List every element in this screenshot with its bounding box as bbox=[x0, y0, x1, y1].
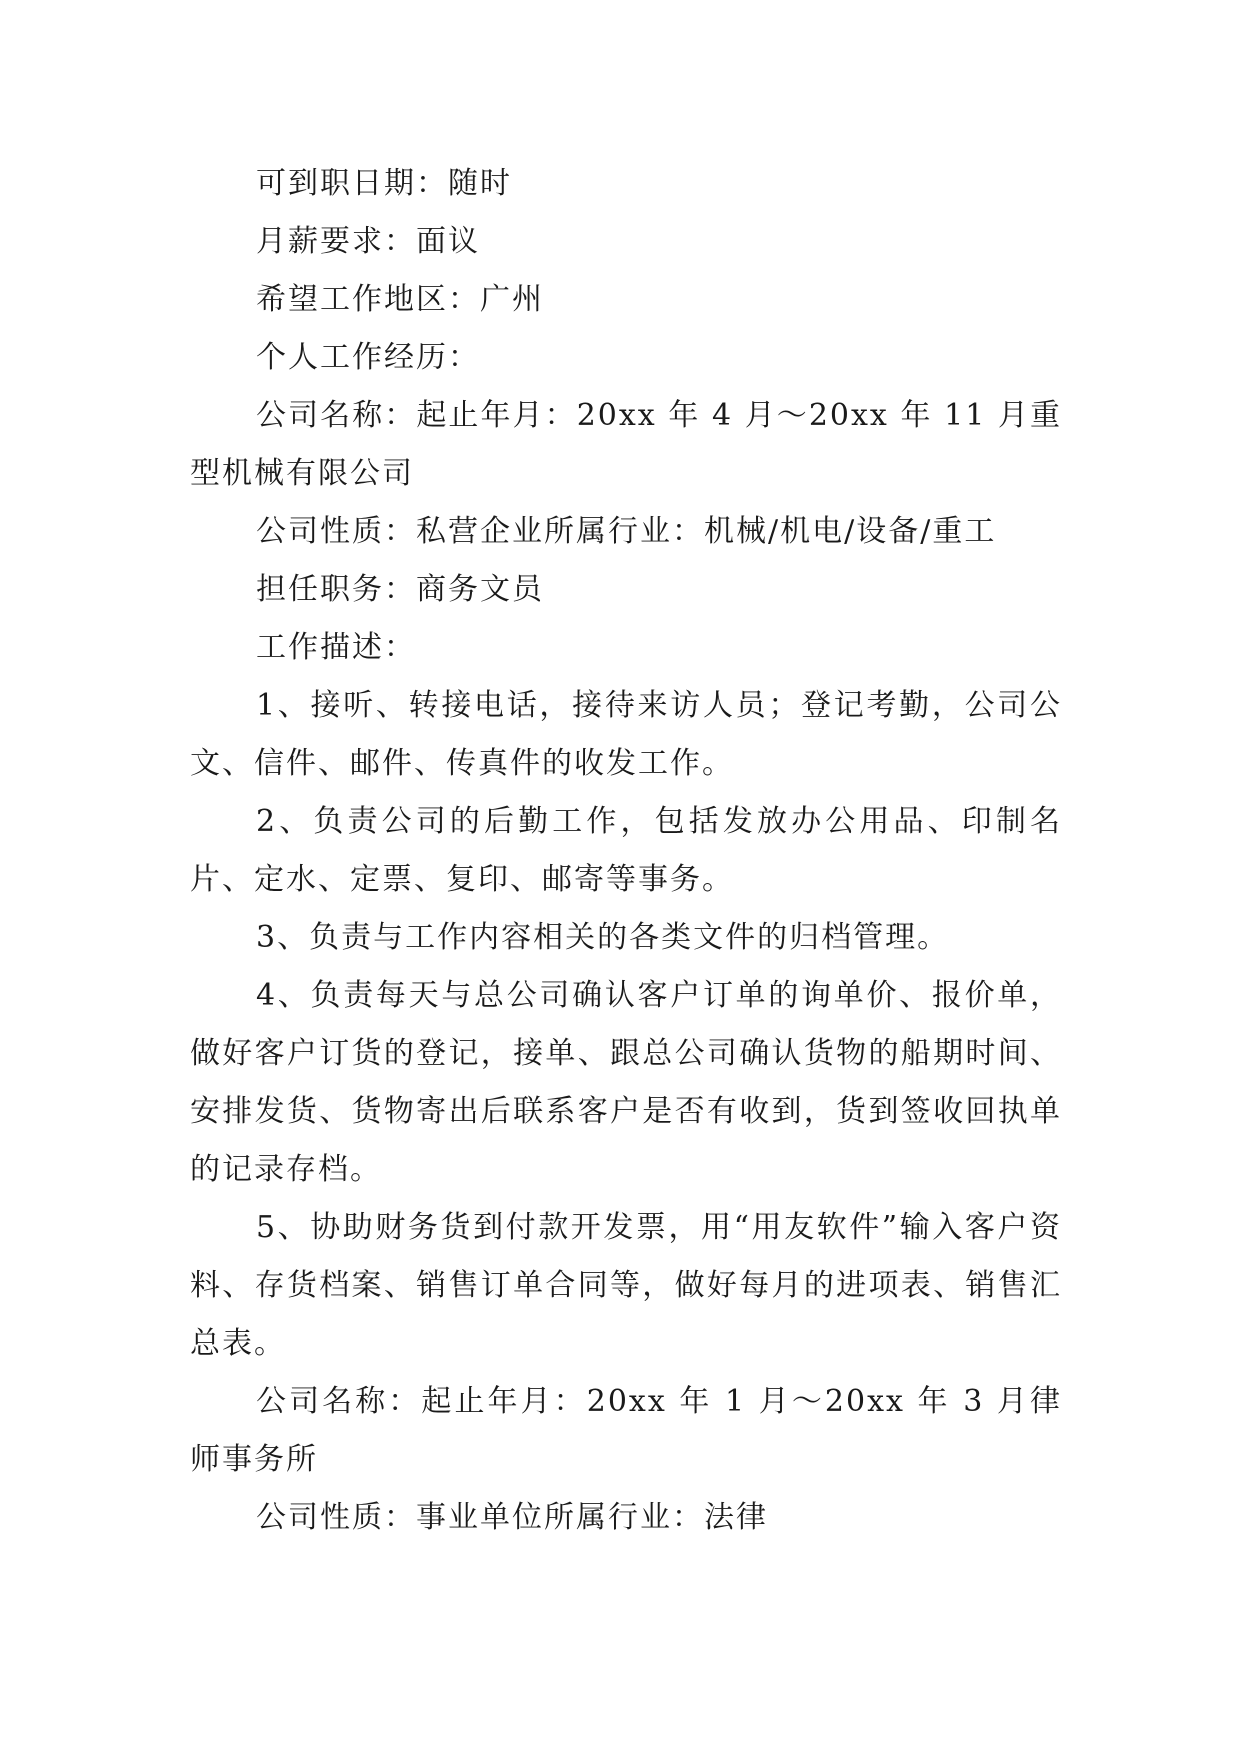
duty-item-1: 1、接听、转接电话，接待来访人员；登记考勤，公司公文、信件、邮件、传真件的收发工作。 bbox=[190, 688, 1062, 781]
salary-requirement: 月薪要求：面议 bbox=[256, 224, 480, 259]
duty-item-5: 5、协助财务货到付款开发票，用“用友软件”输入客户资料、存货档案、销售订单合同等，做好每月的进项表、销售汇总表。 bbox=[190, 1210, 1062, 1361]
available-date: 可到职日期：随时 bbox=[256, 166, 512, 201]
document-body bbox=[190, 155, 1062, 1547]
duty-item-4: 4、负责每天与总公司确认客户订单的询单价、报价单，做好客户订货的登记，接单、跟总公司确认货物的船期时间、安排发货、货物寄出后联系客户是否有收到，货到签收回执单的记录存档。 bbox=[190, 978, 1062, 1187]
company-1-name: 公司名称：起止年月：20xx 年 4 月～20xx 年 11 月重型机械有限公司 bbox=[190, 398, 1062, 491]
company-2-nature: 公司性质：事业单位所属行业：法律 bbox=[256, 1500, 768, 1535]
company-1-nature: 公司性质：私营企业所属行业：机械/机电/设备/重工 bbox=[256, 514, 997, 549]
job-description-heading: 工作描述： bbox=[256, 630, 416, 665]
work-history-heading: 个人工作经历： bbox=[256, 340, 480, 375]
company-2-name: 公司名称：起止年月：20xx 年 1 月～20xx 年 3 月律师事务所 bbox=[190, 1384, 1062, 1477]
duty-item-3: 3、负责与工作内容相关的各类文件的归档管理。 bbox=[256, 920, 950, 955]
duty-item-2: 2、负责公司的后勤工作，包括发放办公用品、印制名片、定水、定票、复印、邮寄等事务。 bbox=[190, 804, 1062, 897]
company-1-position: 担任职务：商务文员 bbox=[256, 572, 544, 607]
desired-location: 希望工作地区：广州 bbox=[256, 282, 544, 317]
